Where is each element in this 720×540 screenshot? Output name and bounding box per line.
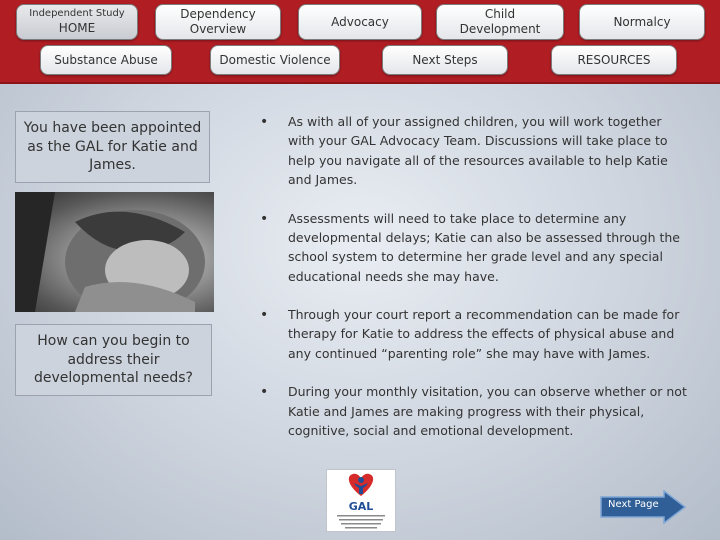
child-photo-illustration bbox=[15, 192, 214, 312]
substance-abuse-label: Substance Abuse bbox=[54, 52, 158, 67]
home-button-label: HOME bbox=[58, 20, 96, 35]
advocacy-label: Advocacy bbox=[331, 14, 389, 29]
appointed-text: You have been appointed as the GAL for Katie and James. bbox=[23, 119, 202, 174]
advocacy-button[interactable] bbox=[298, 4, 422, 40]
bullet-item: • Assessments will need to take place to determine any developmental delays; Katie can also be assessed through the school system to determine her grade level and any special educational needs she may have. bbox=[258, 209, 688, 287]
bullet-item: • Through your court report a recommendation can be made for therapy for Katie to address the effects of physical abuse and any continued “parenting role” she may have with James. bbox=[258, 305, 688, 363]
next-page-label: Next Page bbox=[608, 499, 659, 510]
domestic-violence-label: Domestic Violence bbox=[219, 52, 331, 67]
gal-logo-mark bbox=[327, 470, 395, 531]
dependency-overview-line1: Dependency bbox=[180, 7, 256, 21]
resources-label: RESOURCES bbox=[577, 52, 651, 67]
normalcy-button[interactable] bbox=[579, 4, 705, 40]
next-steps-button[interactable] bbox=[382, 45, 508, 75]
child-development-line2: Development bbox=[459, 22, 541, 36]
home-button[interactable] bbox=[16, 4, 138, 40]
dependency-overview-button[interactable] bbox=[155, 4, 281, 40]
appointed-callout bbox=[15, 111, 210, 183]
guidance-bullet-list bbox=[258, 112, 688, 459]
domestic-violence-button[interactable] bbox=[210, 45, 340, 75]
substance-abuse-button[interactable] bbox=[40, 45, 172, 75]
child-development-line1: Child bbox=[484, 7, 516, 21]
question-callout bbox=[15, 324, 212, 396]
next-steps-label: Next Steps bbox=[412, 52, 478, 67]
normalcy-label: Normalcy bbox=[613, 14, 671, 29]
dependency-overview-line2: Overview bbox=[189, 22, 247, 36]
distressed-child-photo bbox=[15, 192, 214, 312]
home-button-subtitle: Independent Study bbox=[29, 8, 125, 20]
top-navigation-bar bbox=[0, 0, 720, 84]
question-text: How can you begin to address their developmental needs? bbox=[34, 332, 193, 387]
resources-button[interactable] bbox=[551, 45, 677, 75]
gal-logo-text: GAL bbox=[348, 500, 374, 513]
next-page-button[interactable] bbox=[600, 490, 686, 524]
bullet-item: • During your monthly visitation, you can observe whether or not Katie and James are making progress with their physical, cognitive, social and emotional development. bbox=[258, 382, 688, 440]
child-development-button[interactable] bbox=[436, 4, 564, 40]
bullet-item: • As with all of your assigned children, you will work together with your GAL Advocacy Team. Discussions will take place to help you navigate all of the resources available to help Katie and James. bbox=[258, 112, 688, 190]
gal-logo bbox=[326, 469, 396, 532]
